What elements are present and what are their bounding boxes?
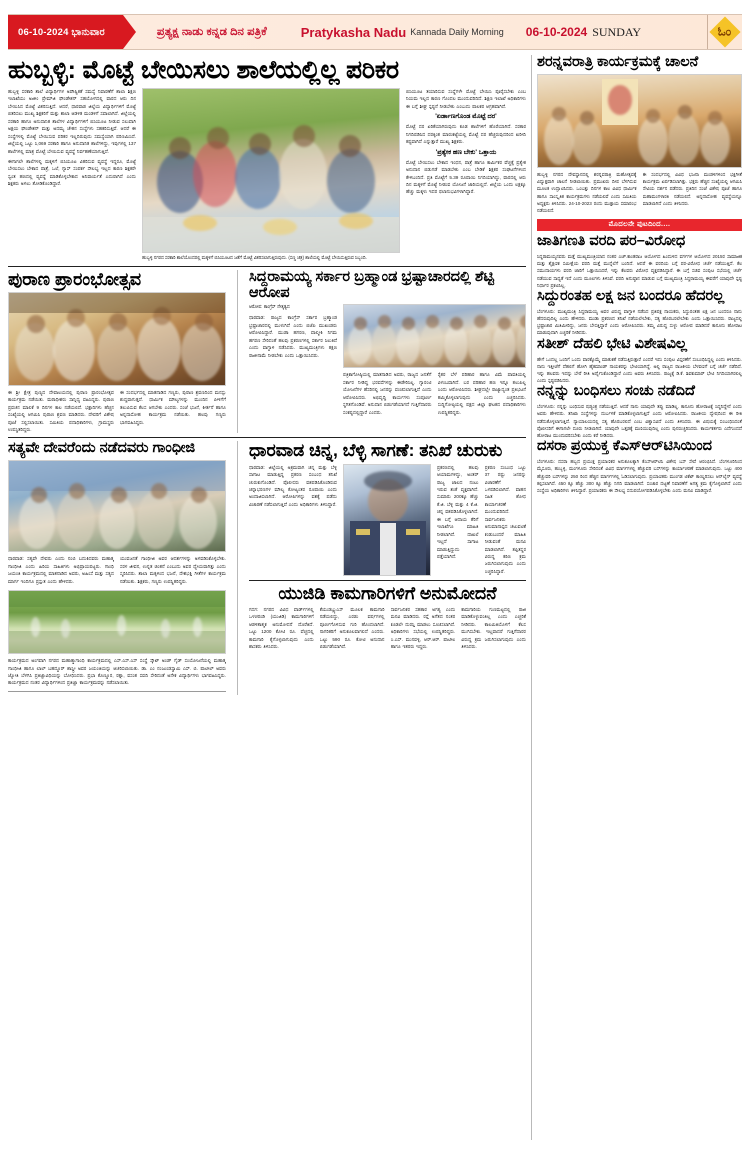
- caste-survey-headline: ಜಾತಿಗಣತಿ ವರದಿ ಪರ–ವಿರೋಧ: [537, 233, 686, 250]
- purana-col1-text: ಈ ಶ್ರೀ ಕ್ಷೇತ್ರ ಪುಣ್ಯದ ದೇವಾಲಯದಲ್ಲಿ ಪುರಾಣ ಪ್ರಾರಂಭೋತ್ಸವ ಕಾರ್ಯಕ್ರಮ ನಡೆಯಿತು. ಮಠಾಧೀಶರು ಸಾನ್ನಿಧ್ಯ ವಹಿಸಿದ್ದರು. ಪುರಾಣ ಪ್ರವಚನ ಮಾಲಿಕೆ 9 ದಿನಗಳ ಕಾಲ ನಡೆಯಲಿದೆ. ಭಕ್ತಾದಿಗಳು ಹೆಚ್ಚಿನ ಸಂಖ್ಯೆಯಲ್ಲಿ ಆಗಮಿಸಿ ಪುರಾಣ ಶ್ರವಣ ಮಾಡಿದರು. ದೇವರಿಗೆ ವಿಶೇಷ ಪೂಜೆ ಸಲ್ಲಿಸಲಾಯಿತು. ಸಮಿತಿಯ ಪದಾಧಿಕಾರಿಗಳು, ಗ್ರಾಮಸ್ಥರು ಉಪಸ್ಥಿತರಿದ್ದರು.: [8, 389, 114, 433]
- ugd-col3-text: ಸಾರ್ವಜನಿಕರ ಸಹಕಾರ ಅಗತ್ಯ ಎಂದು ಮನವಿ ಮಾಡಿದರು. ರಸ್ತೆ ಅಗೆತದ ನಂತರ ಕೂಡಲೇ ದುರಸ್ತಿ ಮಾಡಲು ಸೂಚಿಸಲಾಗಿದೆ. ಅಧಿಕಾರಿಗಳು ಸಭೆಯಲ್ಲಿ ಉಪಸ್ಥಿತರಿದ್ದರು. ಎ.ಎಸ್. ಮುನವಳ್ಳಿ, ಆರ್.ಆರ್. ಪಾಟೀಲ ಹಾಗೂ ಇತರರು ಇದ್ದರು.: [390, 606, 456, 650]
- ugd-col4-text: ಕಾಮಗಾರಿಯ ಗುಣಮಟ್ಟದಲ್ಲಿ ರಾಜಿ ಮಾಡಿಕೊಳ್ಳುವಂತಿಲ್ಲ ಎಂದು ಎಚ್ಚರಿಕೆ ನೀಡಿದರು. ಕಾಲಮಿತಿಯೊಳಗೆ ಕೆಲಸ ಮುಗಿಸಬೇಕು. ಇಲ್ಲವಾದರೆ ಗುತ್ತಿಗೆದಾರರ ವಿರುದ್ಧ ಕ್ರಮ ಜರುಗಿಸಲಾಗುವುದು ಎಂದು ತಿಳಿಸಿದರು.: [461, 606, 526, 650]
- divider-before-ugd: [249, 580, 526, 581]
- gold-silver-story: [249, 441, 526, 694]
- arrest-conspiracy-headline: ನನ್ನನ್ನು ಬಂಧಿಸಲು ಸಂಚು ನಡೆದಿದೆ: [537, 383, 695, 400]
- lead-col1b-text: ಈಗಾಗಲೇ ಶಾಲೆಗಳಲ್ಲಿ ಮಕ್ಕಳಿಗೆ ಬಿಸಿಯೂಟ ವಿತರಿಸುವ ವ್ಯವಸ್ಥೆ ಇದ್ದರೂ, ಮೊಟ್ಟೆ ಬೇಯಿಸಲು ಬೇಕಾದ ಪಾತ್ರೆ, ಒಲೆ, ಗ್ಯಾಸ್ ಸಂಪರ್ಕ ಸೌಲಭ್ಯ ಇಲ್ಲದ ಕಾರಣ ಶಿಕ್ಷಕರೇ ಸ್ವಂತ ಹಣದಲ್ಲಿ ವ್ಯವಸ್ಥೆ ಮಾಡಿಕೊಳ್ಳಬೇಕಾದ ಅನಿವಾರ್ಯತೆ ಎದುರಾಗಿದೆ ಎಂದು ಶಿಕ್ಷಕರು ಅಳಲು ತೋಡಿಕೊಂಡಿದ್ದಾರೆ.: [8, 158, 136, 187]
- lead-col1-text: ಹುಬ್ಬಳ್ಳಿ ಸರಕಾರಿ ಶಾಲೆ ವಿದ್ಯಾರ್ಥಿಗಳ ಅಪೌಷ್ಟಿಕತೆ ಸಮಸ್ಯೆ ನಿವಾರಣೆಗೆ ಶಾಲಾ ಶಿಕ್ಷಣ ಇಲಾಖೆಯು ಅಜೀಂ ಪ್ರೇಮ್‌ಜಿ ಫೌಂಡೇಶನ್ ಸಹಯೋಗದಲ್ಲಿ ವಾರದ ಆರು ದಿನ ಬೇಯಿಸಿದ ಮೊಟ್ಟೆ ವಿತರಿಸುತ್ತಿದೆ. ಆದರೆ, ಧಾರವಾಡ ಜಿಲ್ಲೆಯ ವಿದ್ಯಾರ್ಥಿಗಳಿಗೆ ಮೊಟ್ಟೆ ಬಿತರಿಸಲು ಮುಖ್ಯ ಶಿಕ್ಷಕರಿಗೆ ಮತ್ತು ಶಾಲಾ ಆಡಳಿತ ಮಂಡಳಿಗೆ ಸವಾಲಾಗಿದೆ. ಜಿಲ್ಲೆಯಲ್ಲಿ ಸರಕಾರಿ ಹಾಗೂ ಅನುದಾನಿತ ಶಾಲೆಗಳ ವಿದ್ಯಾರ್ಥಿಗಳಿಗೆ ಬಿಸಿಯೂಟ ನೀಡುವ ಸಲುವಾಗಿ ಅಕ್ಷಯ ಫೌಂಡೇಶನ್ ಮತ್ತು ಅದಮ್ಯ ಚೇತನ ಸಂಸ್ಥೆಗಳು ಸಹಕರಿಸುತ್ತಿವೆ. ಆದರೆ ಈ ಸಂಸ್ಥೆಗಳಲ್ಲಿ ಮೊಟ್ಟೆ ಬೇಯಿಸುವ ಪರಿಕರ ಇಲ್ಲದಿರುವುದು ಸಮಸ್ಯೆಯಾಗಿ ಪರಿಣಮಿಸಿದೆ. ಜಿಲ್ಲೆಯಲ್ಲಿ ಒಟ್ಟು 1,069 ಸರಕಾರಿ ಹಾಗೂ ಅನುದಾನಿತ ಶಾಲೆಗಳಿದ್ದು, ಇವುಗಳಲ್ಲಿ 137 ಶಾಲೆಗಳಲ್ಲಿ ಮಾತ್ರ ಮೊಟ್ಟೆ ಬೇಯಿಸುವ ವ್ಯವಸ್ಥೆ ನಿರ್ವಹಣೆಯಾಗುತ್ತಿದೆ.: [8, 89, 136, 154]
- gold-silver-headline: ಧಾರವಾಡ ಚಿನ್ನ, ಬೆಳ್ಳಿ ಸಾಗಣೆ: ತನಿಖೆ ಚುರುಕು: [249, 440, 503, 461]
- lower-row: [8, 441, 526, 694]
- shetty-col2-text: ಪತ್ರಿಕಾಗೋಷ್ಠಿಯಲ್ಲಿ ಮಾತನಾಡಿದ ಅವರು, ರಾಜ್ಯದ ಜನತೆಗೆ ಸರ್ಕಾರ ನೀಡಿದ್ದ ಭರವಸೆಗಳನ್ನು ಈಡೇರಿಸಿಲ್ಲ. ಗ್ಯಾರಂಟಿ ಯೋಜನೆಗಳ ಹೆಸರಿನಲ್ಲಿ ಜನರನ್ನು ವಂಚಿಸಲಾಗುತ್ತಿದೆ ಎಂದು ಆರೋಪಿಸಿದರು. ಅಭಿವೃದ್ಧಿ ಕಾರ್ಯಗಳು ಸಂಪೂರ್ಣ ಸ್ಥಗಿತಗೊಂಡಿವೆ. ಅನುದಾನ ಬಿಡುಗಡೆಯಾಗದೆ ಗುತ್ತಿಗೆದಾರರು ಸಂಕಷ್ಟದಲ್ಲಿದ್ದಾರೆ ಎಂದರು.: [343, 372, 432, 415]
- gandhi-headline: ಸತ್ಯವೇ ದೇವರೆಂದು ನಡೆದವರು ಗಾಂಧೀಜಿ: [8, 440, 196, 457]
- ksrtc-dasara-headline: ದಸರಾ ಪ್ರಯುಕ್ತ ಕೆಎಸ್ಆರ್‌ಟಿಸಿಯಿಂದ: [537, 438, 713, 455]
- main-right-divider: [531, 55, 532, 1140]
- gandhi-col1-text: ಧಾರವಾಡ: ಸತ್ಯವೇ ದೇವರು ಎಂದು ನಂಬಿ ಬದುಕಿದವರು ಮಹಾತ್ಮ ಗಾಂಧೀಜಿ ಎಂದು ಹಿರಿಯ ಸಾಹಿತಿಗಳು ಅಭಿಪ್ರಾಯಪಟ್ಟರು. ಗಾಂಧಿ ಜಯಂತಿ ಕಾರ್ಯಕ್ರಮದಲ್ಲಿ ಮಾತನಾಡಿದ ಅವರು, ಅಹಿಂಸೆ ಮತ್ತು ಸತ್ಯದ ಮಾರ್ಗ ಇಂದಿಗೂ ಪ್ರಸ್ತುತ ಎಂದು ಹೇಳಿದರು.: [8, 556, 114, 584]
- ksrtc-dasara-text: ಬೆಂಗಳೂರು: ದಸರಾ ಹಬ್ಬದ ಪ್ರಯುಕ್ತ ಪ್ರಯಾಣಿಕರ ಅನುಕೂಲಕ್ಕಾಗಿ ಕೆಎಸ್ಆರ್‌ಟಿಸಿ ವಿಶೇಷ ಬಸ್ ಸೇವೆ ಆರಂಭಿಸಿದೆ. ಬೆಂಗಳೂರಿನಿಂದ ಮೈಸೂರು, ಹುಬ್ಬಳ್ಳಿ, ಮಂಗಳೂರು ಸೇರಿದಂತೆ ವಿವಿಧ ಮಾರ್ಗಗಳಲ್ಲಿ ಹೆಚ್ಚುವರಿ ಬಸ್‌ಗಳನ್ನು ಕಾರ್ಯಾಚರಣೆ ಮಾಡಲಾಗುವುದು. ಒಟ್ಟು 400 ಹೆಚ್ಚುವರಿ ಬಸ್‌ಗಳನ್ನು 250 ರಿಂದ ಹೆಚ್ಚಿನ ಮಾರ್ಗಗಳಲ್ಲಿ ಓಡಿಸಲಾಗುವುದು. ಪ್ರಯಾಣಿಕರು ಮುಂಗಡ ಟಿಕೆಟ್ ಕಾಯ್ದಿರಿಸಲು ಆನ್‌ಲೈನ್ ವ್ಯವಸ್ಥೆ ಕಲ್ಪಿಸಲಾಗಿದೆ. 450 ಕ್ಕೂ ಹೆಚ್ಚು 300 ಕ್ಕೂ ಹೆಚ್ಚು ನಿಗದಿ ಮಾಡಲಾಗಿದೆ. ಸಂಚಾರ ದಟ್ಟಣೆ ನಿವಾರಣೆಗೆ ಅಗತ್ಯ ಕ್ರಮ ಕೈಗೊಳ್ಳಲಾಗಿದೆ ಎಂದು ಸಂಸ್ಥೆಯ ಅಧಿಕಾರಿಗಳು ತಿಳಿಸಿದ್ದಾರೆ. ಪ್ರಯಾಣಿಕರು ಈ ಸೌಲಭ್ಯ ಸದುಪಯೋಗಪಡಿಸಿಕೊಳ್ಳಬೇಕು ಎಂದು ಮನವಿ ಮಾಡಿದ್ದಾರೆ.: [537, 459, 742, 493]
- shetty-headline: ಸಿದ್ದರಾಮಯ್ಯ ಸರ್ಕಾರ ಬ್ರಹ್ಮಾಂಡ ಭ್ರಷ್ಟಾಚಾರದಲ್ಲಿ ಶೆಟ್ಟಿ ಆರೋಪ: [249, 268, 495, 301]
- om-diamond-icon: [709, 16, 740, 47]
- right-column: [537, 55, 742, 1140]
- purana-headline: ಪುರಾಣ ಪ್ರಾರಂಭೋತ್ಸವ: [8, 268, 142, 289]
- om-glyph: ಓಂ: [718, 24, 732, 39]
- arrest-conspiracy-text: ಬೆಂಗಳೂರು: ನನ್ನನ್ನು ಬಂಧಿಸುವ ಷಡ್ಯಂತ್ರ ನಡೆಯುತ್ತಿದೆ. ಆದರೆ ನಾನು ಯಾವುದೇ ತಪ್ಪು ಮಾಡಿಲ್ಲ. ಕಾನೂನು ಹೋರಾಟಕ್ಕೆ ಸಿದ್ಧನಿದ್ದೇನೆ ಎಂದು ಅವರು ಹೇಳಿದರು. ತನಿಖಾ ಸಂಸ್ಥೆಗಳನ್ನು ದುರ್ಬಳಕೆ ಮಾಡಿಕೊಳ್ಳಲಾಗುತ್ತಿದೆ ಎಂದು ಆರೋಪಿಸಿದರು. ರಾಜಕೀಯ ದ್ವೇಷದಿಂದ ಈ ರೀತಿ ನಡೆದುಕೊಳ್ಳಲಾಗುತ್ತಿದೆ. ನ್ಯಾಯಾಲಯದಲ್ಲಿ ಸತ್ಯ ಹೊರಬರಲಿದೆ ಎಂಬ ವಿಶ್ವಾಸವಿದೆ ಎಂದು ತಿಳಿಸಿದರು. ಈ ವಿಷಯಕ್ಕೆ ಸಂಬಂಧಿಸಿದಂತೆ ಪೊಲೀಸರಿಗೆ ಈಗಾಗಲೇ ದೂರು ನೀಡಲಾಗಿದೆ. ಯಾವುದೇ ಒತ್ತಡಕ್ಕೆ ಮಣಿಯುವುದಿಲ್ಲ ಎಂದು ಪುನರುಚ್ಚರಿಸಿದರು. ಕಾರ್ಯಕರ್ತರು ಎದೆಗುಂದದೆ ಹೋರಾಟ ಮುಂದುವರಿಸಬೇಕು ಎಂದು ಕರೆ ನೀಡಿದರು.: [537, 404, 742, 438]
- newspaper-page: [0, 14, 750, 1162]
- shetty-col3-text: ರೈತರ ಬೆಳೆ ಪರಿಹಾರ ಹಾಗೂ ವಿಮೆ ಪಾವತಿಯಲ್ಲಿ ವಿಳಂಬವಾಗಿದೆ. ಬರ ಪರಿಹಾರ ಹಣ ಇನ್ನೂ ತಲುಪಿಲ್ಲ ಎಂದು ಆರೋಪಿಸಿದರು. ಶೀಘ್ರದಲ್ಲೇ ರಾಜ್ಯಾದ್ಯಂತ ಪ್ರತಿಭಟನೆ ಹಮ್ಮಿಕೊಳ್ಳಲಾಗುವುದು ಎಂದು ಎಚ್ಚರಿಸಿದರು. ಸುದ್ದಿಗೋಷ್ಠಿಯಲ್ಲಿ ಪಕ್ಷದ ಜಿಲ್ಲಾ ಘಟಕದ ಪದಾಧಿಕಾರಿಗಳು ಉಪಸ್ಥಿತರಿದ್ದರು.: [437, 372, 526, 415]
- ugd-col1-text: ಗದಗ: ನಗರದ ವಿವಿಧ ವಾರ್ಡ್‌ಗಳಲ್ಲಿ ಒಳಚರಂಡಿ (ಯುಜಿಡಿ) ಕಾಮಗಾರಿಗಳಿಗೆ ಆಡಳಿತಾತ್ಮಕ ಅನುಮೋದನೆ ದೊರೆತಿದೆ. ಒಟ್ಟು 1200 ಕೋಟಿ ರೂ. ವೆಚ್ಚದಲ್ಲಿ ಕಾಮಗಾರಿ ಕೈಗೊಳ್ಳಲಾಗುವುದು ಎಂದು ಶಾಸಕರು ತಿಳಿಸಿದರು.: [249, 606, 314, 650]
- masthead-emblem-area: [707, 15, 742, 49]
- navaratri-headline: ಶರನ್ನವರಾತ್ರಿ ಕಾರ್ಯಕ್ರಮಕ್ಕೆ ಚಾಲನೆ: [537, 54, 699, 70]
- shetty-col1-text: ಧಾರವಾಡ: ರಾಜ್ಯದ ಕಾಂಗ್ರೆಸ್ ಸರ್ಕಾರ ಬ್ರಹ್ಮಾಂಡ ಭ್ರಷ್ಟಾಚಾರದಲ್ಲಿ ಮುಳುಗಿದೆ ಎಂದು ಬಿಜೆಪಿ ಮುಖಂಡರು ಆರೋಪಿಸಿದ್ದಾರೆ. ಮುಡಾ ಹಗರಣ, ವಾಲ್ಮೀಕಿ ನಿಗಮ ಹಗರಣ ಸೇರಿದಂತೆ ಹಲವು ಪ್ರಕರಣಗಳಲ್ಲಿ ಸರ್ಕಾರ ಸಿಲುಕಿದೆ ಎಂದು ವಾಗ್ದಾಳಿ ನಡೆಸಿದರು. ಮುಖ್ಯಮಂತ್ರಿಗಳು ತಕ್ಷಣ ರಾಜೀನಾಮೆ ನೀಡಬೇಕು ಎಂದು ಒತ್ತಾಯಿಸಿದರು.: [249, 315, 337, 358]
- lead-photo-caption: ಹುಬ್ಬಳ್ಳಿ ನಗರದ ಸರಕಾರಿ ಶಾಲೆಯೊಂದರಲ್ಲಿ ಮಕ್ಕಳಿಗೆ ಬಿಸಿಯೂಟದ ಜತೆಗೆ ಮೊಟ್ಟೆ ವಿತರಿಸಲಾಗುತ್ತಿರುವುದು. (ಸಣ್ಣ ಚಿತ್ರ) ಶಾಲೆಯಲ್ಲಿ ಮೊಟ್ಟೆ ಬೇಯಿಸುತ್ತಿರುವ ಸಿಬ್ಬಂದಿ.: [142, 255, 367, 260]
- paper-title-english: Pratykasha Nadu: [300, 24, 407, 40]
- divider-after-mid: [8, 437, 526, 438]
- purana-inauguration-photo: [8, 292, 226, 386]
- gold-col2-text: ಪ್ರಕರಣದಲ್ಲಿ ಹಲವು ಆಯಾಮಗಳಿದ್ದು, ಅಂತರ್ ರಾಜ್ಯ ಜಾಲದ ನಂಟು ಇರುವ ಶಂಕೆ ವ್ಯಕ್ತವಾಗಿದೆ. ಸುಮಾರು 200ಕ್ಕೂ ಹೆಚ್ಚು ಕೆ.ಜಿ. ಬೆಳ್ಳಿ ಮತ್ತು 4 ಕೆ.ಜಿ. ಚಿನ್ನ ವಶಪಡಿಸಿಕೊಳ್ಳಲಾಗಿದೆ. ಈ ಬಗ್ಗೆ ಆದಾಯ ತೆರಿಗೆ ಇಲಾಖೆಗೂ ಮಾಹಿತಿ ನೀಡಲಾಗಿದೆ. ದಾಖಲೆ ಇಲ್ಲದೆ ಸಾಗಾಟ ಮಾಡುತ್ತಿದ್ದುದು ಪತ್ತೆಯಾಗಿದೆ.: [437, 464, 479, 559]
- main-zone: [8, 55, 526, 1140]
- gandhi-col2-text: ಯುವಜನತೆ ಗಾಂಧೀಜಿ ಅವರ ಆದರ್ಶಗಳನ್ನು ಅಳವಡಿಸಿಕೊಳ್ಳಬೇಕು. ಸರಳ ಜೀವನ, ಉನ್ನತ ಚಿಂತನೆ ಎಂಬುದು ಅವರ ಧ್ಯೇಯವಾಗಿತ್ತು ಎಂದು ಸ್ಮರಿಸಿದರು. ಶಾಲಾ ಮಕ್ಕಳಿಂದ ಭಜನೆ, ದೇಶಭಕ್ತಿ ಗೀತೆಗಳ ಕಾರ್ಯಕ್ರಮ ನಡೆಯಿತು. ಶಿಕ್ಷಕರು, ಗಣ್ಯರು ಉಪಸ್ಥಿತರಿದ್ದರು.: [120, 556, 226, 584]
- lead-col3a-text: ಬಿಸಿಯೂಟ ತಯಾರಿಸುವ ಸಂಸ್ಥೆಗಳೇ ಮೊಟ್ಟೆ ಬೇಯಿಸಿ ಪೂರೈಸಬೇಕು ಎಂಬ ನಿಯಮ ಇಲ್ಲದ ಕಾರಣ ಗೊಂದಲ ಮುಂದುವರಿದಿದೆ. ಶಿಕ್ಷಣ ಇಲಾಖೆ ಅಧಿಕಾರಿಗಳು ಈ ಬಗ್ಗೆ ಶೀಘ್ರ ಸ್ಪಷ್ಟನೆ ನೀಡಬೇಕು ಎಂಬುದು ಪಾಲಕರ ಆಗ್ರಹವಾಗಿದೆ.: [406, 89, 526, 109]
- ugd-headline: ಯುಜಿಡಿ ಕಾಮಗಾರಿಗಳಿಗೆ ಅನುಮೋದನೆ: [278, 582, 497, 603]
- siddu-challenge-headline: ಸಿದ್ದುರಂತಹ ಲಕ್ಷ ಜನ ಬಂದರೂ ಹೆದರಲ್ಲ: [537, 287, 725, 304]
- continued-banner: ಮೊದಲನೇ ಪುಟದಿಂದ....: [537, 219, 742, 231]
- masthead: [8, 14, 742, 50]
- lead-subhead-2: 'ಪ್ರತ್ಯೇಕ ಹಣ ಬೇಕು' ಒತ್ತಾಯ: [435, 148, 497, 156]
- navaratri-inauguration-photo: [537, 74, 742, 168]
- siddu-challenge-text: ಬೆಂಗಳೂರು: ಮುಖ್ಯಮಂತ್ರಿ ಸಿದ್ದರಾಮಯ್ಯ ಅವರ ವಿರುದ್ಧ ವಾಗ್ದಾಳಿ ನಡೆಸಿದ ಪ್ರತಿಪಕ್ಷ ನಾಯಕರು, ಸಿದ್ದುರಂತಹ ಲಕ್ಷ ಜನ ಬಂದರೂ ನಾನು ಹೆದರುವುದಿಲ್ಲ ಎಂದು ಹೇಳಿದರು. ಮುಡಾ ಪ್ರಕರಣದ ತನಿಖೆ ನಡೆಯಲೇಬೇಕು, ಸತ್ಯ ಹೊರಬರಲೇಬೇಕು ಎಂದು ಒತ್ತಾಯಿಸಿದರು. ರಾಜ್ಯದಲ್ಲಿ ಭ್ರಷ್ಟಾಚಾರ ಮಿತಿಮೀರಿದ್ದು, ಜನರು ಬೇಸತ್ತಿದ್ದಾರೆ ಎಂದು ಆರೋಪಿಸಿದರು. ತಮ್ಮ ವಿರುದ್ಧ ಸುಳ್ಳು ಆರೋಪ ಮಾಡಿದರೆ ಕಾನೂನು ಹೋರಾಟ ಮಾಡುವುದಾಗಿ ಎಚ್ಚರಿಕೆ ನೀಡಿದರು.: [537, 308, 742, 336]
- divider-bottom-left: [8, 691, 226, 692]
- mid-row: [8, 270, 526, 434]
- divider-after-lead: [8, 266, 526, 267]
- lead-col3b-text: ಮೊಟ್ಟೆ ದರ ಏರಿಕೆಯಾಗಿರುವುದು ಕೂಡ ಶಾಲೆಗಳಿಗೆ ಹೊರೆಯಾಗಿದೆ. ಸರಕಾರ ನಿಗದಿಪಡಿಸಿದ ದರಕ್ಕಿಂತ ಮಾರುಕಟ್ಟೆಯಲ್ಲಿ ಮೊಟ್ಟೆ ದರ ಹೆಚ್ಚಿರುವುದರಿಂದ ಖರೀದಿ ಕಷ್ಟವಾಗಿದೆ ಎನ್ನುತ್ತಾರೆ ಮುಖ್ಯ ಶಿಕ್ಷಕರು.: [406, 124, 526, 145]
- paper-subtitle-english: Kannada Daily Morning: [410, 27, 504, 37]
- caste-survey-text: ಸಿದ್ದರಾಮಯ್ಯನವರು ಮತ್ತೆ ಮುಖ್ಯಮಂತ್ರಿಯಾದ ನಂತರ ಎಚ್.ಕಾಂತರಾಜ ಆಯೋಗದ ಹಿಂದುಳಿದ ವರ್ಗಗಳ ಆಯೋಗದ 2015ರ ಸಾಮಾಜಿಕ ಮತ್ತು ಶೈಕ್ಷಣಿಕ ಸಮೀಕ್ಷೆಯ ವರದಿ ಮತ್ತೆ ಮುನ್ನೆಲೆಗೆ ಬಂದಿದೆ. ಆದರೆ ಈ ವರದಿಯ ಬಗ್ಗೆ ಪರ-ವಿರೋಧ ಚರ್ಚೆ ನಡೆಯುತ್ತಿದೆ. ಕೆಲ ಸಮುದಾಯಗಳು ವರದಿ ಜಾರಿಗೆ ಒತ್ತಾಯಿಸಿದರೆ, ಇನ್ನು ಕೆಲವರು ವಿರೋಧ ವ್ಯಕ್ತಪಡಿಸಿದ್ದಾರೆ. ಈ ಬಗ್ಗೆ ಸಚಿವ ಸಂಪುಟ ಸಭೆಯಲ್ಲಿ ಚರ್ಚೆ ನಡೆಯುವ ಸಾಧ್ಯತೆ ಇದೆ ಎಂದು ಮೂಲಗಳು ತಿಳಿಸಿವೆ. ವರದಿ ಅನುಷ್ಠಾನ ಮಾಡುವ ಬಗ್ಗೆ ಮುಖ್ಯಮಂತ್ರಿ ಸಿದ್ದರಾಮಯ್ಯ ಈವರೆಗೆ ಯಾವುದೇ ಸ್ಪಷ್ಟ ನಿರ್ಧಾರ ಪ್ರಕಟಿಸಿಲ್ಲ.: [537, 254, 742, 288]
- masthead-date: 06-10-2024: [525, 25, 588, 39]
- police-officer-portrait-photo: [343, 464, 431, 576]
- purana-col2-text: ಈ ಸಂದರ್ಭದಲ್ಲಿ ಮಾತನಾಡಿದ ಗಣ್ಯರು, ಪುರಾಣ ಶ್ರವಣದಿಂದ ಮನಸ್ಸು ಶುದ್ಧವಾಗುತ್ತದೆ. ಧಾರ್ಮಿಕ ಮೌಲ್ಯಗಳನ್ನು ಮುಂದಿನ ಪೀಳಿಗೆಗೆ ತಲುಪಿಸುವ ಕೆಲಸ ಆಗಬೇಕು ಎಂದರು. ಸಂಜೆ ಭಜನೆ, ಕೀರ್ತನೆ ಹಾಗೂ ಅನ್ನದಾಸೋಹ ಕಾರ್ಯಕ್ರಮ ನಡೆಯಿತು. ಹಲವು ಗಣ್ಯರು ಭಾಗವಹಿಸಿದ್ದರು.: [120, 389, 226, 425]
- navaratri-col1-text: ಹುಬ್ಬಳ್ಳಿ ನಗರದ ದೇವಸ್ಥಾನದಲ್ಲಿ ಶರನ್ನವರಾತ್ರಿ ಮಹೋತ್ಸವಕ್ಕೆ ವಿಧ್ಯುಕ್ತವಾಗಿ ಚಾಲನೆ ನೀಡಲಾಯಿತು. ಪ್ರಮುಖರು ದೀಪ ಬೆಳಗಿಸುವ ಮೂಲಕ ಉದ್ಘಾಟಿಸಿದರು. ಒಂಬತ್ತು ದಿನಗಳ ಕಾಲ ವಿವಿಧ ಧಾರ್ಮಿಕ ಹಾಗೂ ಸಾಂಸ್ಕೃತಿಕ ಕಾರ್ಯಕ್ರಮಗಳು ನಡೆಯಲಿವೆ ಎಂದು ಸಮಿತಿಯ ಅಧ್ಯಕ್ಷರು ತಿಳಿಸಿದರು. 24-10-2023 ರಂದು ಮುಕ್ತಾಯ ಸಮಾರಂಭ ನಡೆಯಲಿದೆ.: [537, 171, 637, 213]
- purana-story: [8, 270, 226, 434]
- kannada-tagline: ಪ್ರತ್ಯಕ್ಷ ನಾಡು ಕನ್ನಡ ದಿನ ಪತ್ರಿಕೆ: [156, 25, 267, 38]
- gandhi-story: [8, 441, 226, 694]
- park-gandhi-statue-photo: [8, 590, 226, 654]
- ugd-col2-text: ಕೆಯುಡಬ್ಲ್ಯುಎಸ್ ಮೂಲಕ ಕಾಮಗಾರಿ ನಡೆಯಲಿದ್ದು, ಎರಡು ವರ್ಷಗಳಲ್ಲಿ ಪೂರ್ಣಗೊಳಿಸುವ ಗುರಿ ಹೊಂದಲಾಗಿದೆ. ನಾಗರಿಕರಿಗೆ ಅನುಕೂಲವಾಗಲಿದೆ ಎಂದರು. ಒಟ್ಟು 590 ರೂ. ಕೋಟಿ ಅನುದಾನ ಬಿಡುಗಡೆಯಾಗಿದೆ.: [319, 606, 385, 650]
- shetty-kicker: ಆರೋಪ: ಕಾಂಗ್ರೆಸ್ ನೇತೃತ್ವದ: [249, 304, 290, 310]
- politicians-group-photo: [343, 304, 526, 368]
- satish-delhi-text: ಹೇಗೆ ಒಂದಲ್ಲ ಒಂದಿಗೆ ಒಂದು ವಾರಕ್ಕೊಮ್ಮೆ ಮಾತುಕತೆ ನಡೆಸುತ್ತಿರುತ್ತಾರೆ ಎಂದರೆ ಇದು ಸಂಪುಟ ವಿಸ್ತರಣೆಗೆ ಸಂಬಂಧಿಸಿದ್ದಲ್ಲ ಎಂದು ತಿಳಿಸಿದರು. ನಾನು ಇತ್ತೀಚೆಗೆ ದೆಹಲಿಗೆ ಹೋಗಿ ಹೈಕಮಾಂಡ್ ನಾಯಕರನ್ನು ಭೇಟಿಯಾಗಿದ್ದೆ. ಅಲ್ಲಿ ರಾಜ್ಯದ ರಾಜಕೀಯ ಬೆಳವಣಿಗೆ ಬಗ್ಗೆ ಚರ್ಚೆ ನಡೆದಿದೆ. ಇನ್ನು ಹಲವರು ಇದನ್ನು ಬೇರೆ ರೀತಿ ಅರ್ಥೈಸಿಕೊಂಡಿದ್ದಾರೆ ಎಂದು ಅವರು ತಿಳಿಸಿದರು. ರಾಜ್ಯಕ್ಕೆ ಡಿ.ಕೆ. ಶಿವಕುಮಾರ್ ಭೇಟಿ ನಿಗದಿಯಾಗಿರಲಿಲ್ಲ ಎಂದು ಸ್ಪಷ್ಟಪಡಿಸಿದರು.: [537, 356, 742, 384]
- lead-story: [8, 88, 526, 262]
- lead-headline: ಹುಬ್ಬಳ್ಳಿ: ಮೊಟ್ಟೆ ಬೇಯಿಸಲು ಶಾಲೆಯಲ್ಲಿಲ್ಲ ಪರಿಕರ: [8, 56, 399, 84]
- gold-col3-text: ಪ್ರಕರಣ ಸಂಬಂಧ ಒಟ್ಟು 37 ರಷ್ಟು ಜನರನ್ನು ವಿಚಾರಣೆಗೆ ಒಳಪಡಿಸಲಾಗಿದೆ. ವಾಹನ ಸಹಿತ ಶೋಧ ಕಾರ್ಯಾಚರಣೆ ಮುಂದುವರಿದಿದೆ. ಸಾರ್ವಜನಿಕರು ಅನುಮಾನಾಸ್ಪದ ಚಟುವಟಿಕೆ ಕಂಡುಬಂದರೆ ಮಾಹಿತಿ ನೀಡುವಂತೆ ಮನವಿ ಮಾಡಲಾಗಿದೆ. ತಪ್ಪಿತಸ್ಥರ ವಿರುದ್ಧ ಕಠಿಣ ಕ್ರಮ ಜರುಗಿಸಲಾಗುವುದು ಎಂದು ಎಚ್ಚರಿಸಿದ್ದಾರೆ.: [484, 464, 526, 574]
- students-midday-meal-photo: [142, 88, 400, 253]
- lead-col3c-text: ಮೊಟ್ಟೆ ಬೇಯಿಸಲು ಬೇಕಾದ ಇಂಧನ, ಪಾತ್ರೆ ಹಾಗೂ ಕಾರ್ಮಿಕರ ವೆಚ್ಚಕ್ಕೆ ಪ್ರತ್ಯೇಕ ಅನುದಾನ ಬಿಡುಗಡೆ ಮಾಡಬೇಕು ಎಂಬ ಬೇಡಿಕೆ ಶಿಕ್ಷಕರ ಸಂಘಟನೆಗಳಿಂದ ಕೇಳಿಬಂದಿದೆ. ಪ್ರತಿ ಮೊಟ್ಟೆಗೆ 5.39 ರೂಪಾಯಿ ನಿಗದಿಯಾಗಿದ್ದು, ವಾರದಲ್ಲಿ ಆರು ದಿನ ಮಕ್ಕಳಿಗೆ ಮೊಟ್ಟೆ ನೀಡುವ ಯೋಜನೆ ಜಾರಿಯಲ್ಲಿದೆ. ಜಿಲ್ಲೆಯ ಒಂದು ಲಕ್ಷಕ್ಕೂ ಹೆಚ್ಚು ಮಕ್ಕಳು ಇದರ ಫಲಾನುಭವಿಗಳಾಗಿದ್ದಾರೆ.: [406, 159, 526, 195]
- column-divider-2: [237, 441, 238, 694]
- page-body: [8, 55, 742, 1140]
- gandhi-jayanti-event-photo: [8, 460, 226, 552]
- masthead-day: SUNDAY: [592, 24, 642, 39]
- column-divider-1: [237, 270, 238, 434]
- satish-delhi-headline: ಸತೀಶ್ ದೆಹಲಿ ಭೇಟಿ ವಿಶೇಷವಿಲ್ಲ: [537, 335, 688, 352]
- navaratri-col2-text: ಈ ಸಂದರ್ಭದಲ್ಲಿ ವಿವಿಧ ಭಜನಾ ಮಂಡಳಿಗಳಿಂದ ಭಕ್ತಿಗೀತೆ ಕಾರ್ಯಕ್ರಮ ಏರ್ಪಡಿಸಲಾಗಿತ್ತು. ಭಕ್ತರು ಹೆಚ್ಚಿನ ಸಂಖ್ಯೆಯಲ್ಲಿ ಆಗಮಿಸಿ ದೇವಿಯ ದರ್ಶನ ಪಡೆದರು. ಪ್ರತಿದಿನ ಸಂಜೆ ವಿಶೇಷ ಪೂಜೆ ಹಾಗೂ ಮಹಾಮಂಗಳಾರತಿ ನಡೆಯಲಿದೆ. ಅನ್ನದಾಸೋಹ ವ್ಯವಸ್ಥೆಯನ್ನೂ ಮಾಡಲಾಗಿದೆ ಎಂದು ತಿಳಿಸಿದರು.: [642, 171, 742, 206]
- date-flag: 06-10-2024 ಭಾನುವಾರ: [8, 15, 123, 49]
- lead-subhead-1: 'ಏರ್ಡಾಣಗೊಂಡ ಮೊಟ್ಟೆ ದರ': [435, 113, 497, 121]
- shetty-story: [249, 270, 526, 434]
- ugd-story: [249, 584, 526, 651]
- gandhi-bottom-text: ಕಾರ್ಯಕ್ರಮದ ಅಂಗವಾಗಿ ನಗರದ ಮಹಾತ್ಮಾಗಾಂಧಿ ಕಾರ್ಯಕ್ರಮದಲ್ಲಿ ಎಸ್.ಎಸ್.ಎಸ್ ಸಂಸ್ಥೆ ಸ್ಕೌಟ್ ಅಂಡ್ ಗೈಡ್ ಸಂಯೋಜನೆಯಲ್ಲಿ ಮಹಾತ್ಮ ಗಾಂಧೀಜಿ ಹಾಗೂ ಲಾಲ್ ಬಹದ್ದೂರ್ ಶಾಸ್ತ್ರೀ ಅವರ ಜಯಂತಿಯನ್ನು ಆಚರಿಸಲಾಯಿತು. ಡಾ. ಎಂ ನಂಜುಂಡಸ್ವಾಮಿ ಎಸ್. ಬಿ. ಪಾಟೀಲ್ ಅವರು ಜ್ಯೋತಿ ಬೆಳಗಿಸಿ ಪ್ರತಿಜ್ಞಾವಿಧಿಯನ್ನು ಬೋಧಿಸಿದರು. ಪ್ರಭಾ ಕೊಣ್ಣೂರ, ರತ್ನಾ, ವಸಂತ ಸವದಿ ಸೇರಿದಂತೆ ಅನೇಕ ವಿದ್ಯಾರ್ಥಿಗಳು ಭಾಗವಹಿಸಿದ್ದರು. ಕಾರ್ಯಕ್ರಮದ ನಂತರ ವಿದ್ಯಾರ್ಥಿಗಳಿಂದ ಪ್ರತಿಜ್ಞಾ ಕಾರ್ಯಕ್ರಮವನ್ನು ನಡೆಸಲಾಯಿತು.: [8, 658, 226, 686]
- gold-col1-text: ಧಾರವಾಡ: ಜಿಲ್ಲೆಯಲ್ಲಿ ಅಕ್ರಮವಾಗಿ ಚಿನ್ನ ಮತ್ತು ಬೆಳ್ಳಿ ಸಾಗಾಟ ಮಾಡುತ್ತಿದ್ದ ಪ್ರಕರಣ ಸಂಬಂಧ ತನಿಖೆ ಚುರುಕುಗೊಂಡಿದೆ. ಪೊಲೀಸರು ವಶಪಡಿಸಿಕೊಂಡಿರುವ ಚಿನ್ನಾಭರಣಗಳ ಮೌಲ್ಯ ಕೋಟ್ಯಂತರ ರೂಪಾಯಿ ಎಂದು ಅಂದಾಜಿಸಲಾಗಿದೆ. ಆರೋಪಿಗಳನ್ನು ವಶಕ್ಕೆ ಪಡೆದು ವಿಚಾರಣೆ ನಡೆಸಲಾಗುತ್ತಿದೆ ಎಂದು ಅಧಿಕಾರಿಗಳು ತಿಳಿಸಿದ್ದಾರೆ.: [249, 464, 337, 507]
